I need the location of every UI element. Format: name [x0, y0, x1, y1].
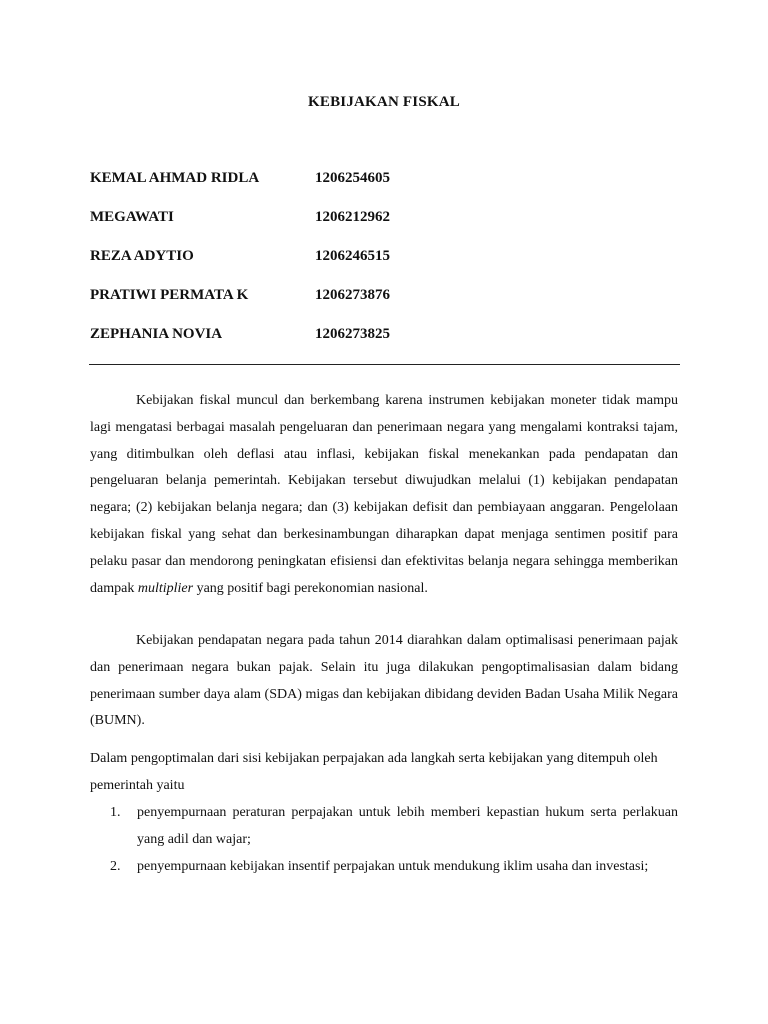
member-id: 1206254605: [315, 170, 390, 186]
paragraph-fiscal-policy-intro: [90, 388, 678, 602]
horizontal-divider: [89, 364, 680, 365]
member-row: [90, 326, 680, 365]
member-name: PRATIWI PERMATA K: [90, 287, 249, 303]
member-row: [90, 287, 680, 326]
list-item-text: penyempurnaan kebijakan insentif perpajakan untuk mendukung iklim usaha dan investasi;: [137, 859, 649, 874]
document-title: KEBIJAKAN FISKAL: [308, 94, 460, 110]
member-row: [90, 248, 680, 287]
member-id: 1206212962: [315, 209, 390, 225]
member-id: 1206273825: [315, 326, 390, 342]
member-list: [90, 170, 680, 365]
italic-term: multiplier: [137, 580, 194, 596]
member-name: MEGAWATI: [90, 209, 174, 225]
paragraph-text: yang positif bagi perekonomian nasional.: [193, 580, 428, 596]
member-row: [90, 170, 680, 209]
list-number: 1.: [110, 805, 121, 820]
paragraph-tax-policy-intro: Dalam pengoptimalan dari sisi kebijakan perpajakan ada langkah serta kebijakan yang ditempuh oleh pemerintah yaitu: [90, 751, 658, 793]
member-name: KEMAL AHMAD RIDLA: [90, 170, 260, 186]
member-id: 1206246515: [315, 248, 390, 264]
list-item: [90, 800, 678, 854]
list-item: [90, 854, 678, 881]
list-item-text: penyempurnaan peraturan perpajakan untuk lebih memberi kepastian hukum serta perlakuan yang adil dan wajar;: [137, 805, 678, 847]
member-id: 1206273876: [315, 287, 390, 303]
member-row: [90, 209, 680, 248]
paragraph-revenue-policy: Kebijakan pendapatan negara pada tahun 2014 diarahkan dalam optimalisasi penerimaan pajak dan penerimaan negara bukan pajak. Selain itu juga dilakukan pengoptimalisasian dalam bidang penerimaan sumber daya alam (SDA) migas dan kebijakan dibidang deviden Badan Usaha Milik Negara (BUMN).: [90, 633, 678, 729]
paragraph-text: Kebijakan fiskal muncul dan berkembang karena instrumen kebijakan moneter tidak mampu lagi mengatasi berbagai masalah pengeluaran dan penerimaan negara yang mengalami kontraksi tajam, yang ditimbulkan oleh deflasi atau inflasi, kebijakan fiskal menekankan pada pendapatan dan pengeluaran belanja pemerintah. Kebijakan tersebut diwujudkan melalui (1) kebijakan pendapatan negara; (2) kebijakan belanja negara; dan (3) kebijakan defisit dan pembiayaan anggaran. Pengelolaan kebijakan fiskal yang sehat dan berkesinambungan diharapkan dapat menjaga sentimen positif para pelaku pasar dan mendorong peningkatan efisiensi dan efektivitas belanja negara sehingga memberikan dampak: [90, 393, 678, 596]
member-name: REZA ADYTIO: [90, 248, 194, 264]
list-number: 2.: [110, 859, 121, 874]
member-name: ZEPHANIA NOVIA: [90, 326, 223, 342]
